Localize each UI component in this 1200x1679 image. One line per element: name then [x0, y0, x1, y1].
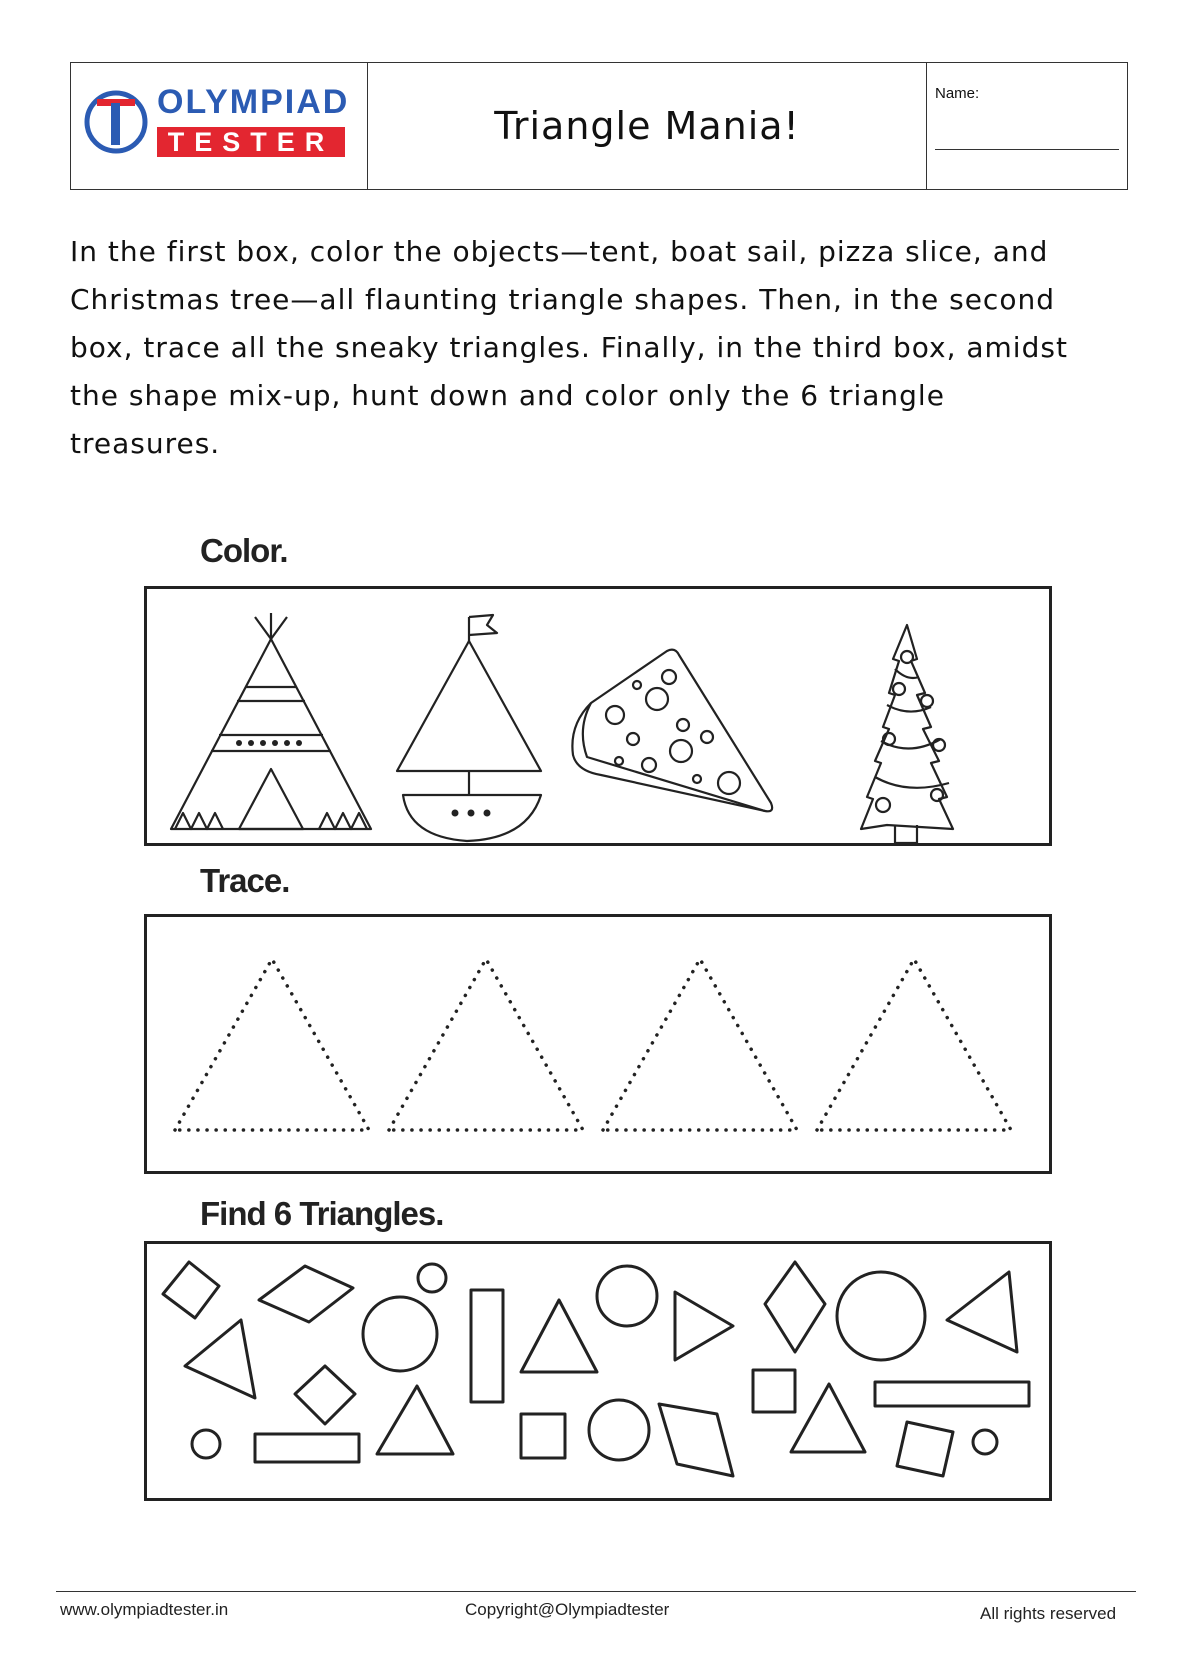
- square-shape[interactable]: [897, 1422, 953, 1476]
- circle-shape[interactable]: [589, 1400, 649, 1460]
- rhombus-shape[interactable]: [163, 1262, 219, 1318]
- trace-section-title: Trace.: [200, 862, 290, 899]
- circle-shape[interactable]: [192, 1430, 220, 1458]
- rectangle-shape[interactable]: [875, 1382, 1029, 1406]
- title-cell: [368, 63, 927, 189]
- triangle-shape[interactable]: [947, 1272, 1017, 1352]
- name-cell: [927, 63, 1127, 189]
- diamond-shape[interactable]: [295, 1366, 355, 1424]
- tent-drawing[interactable]: [171, 613, 371, 829]
- triangle-shape[interactable]: [675, 1292, 733, 1360]
- pizza-slice-drawing[interactable]: [572, 650, 772, 812]
- worksheet-header: [70, 62, 1128, 190]
- find-section-title: Find 6 Triangles.: [200, 1195, 444, 1232]
- circle-shape[interactable]: [973, 1430, 997, 1454]
- trace-triangle-3[interactable]: [603, 959, 797, 1130]
- triangle-shape[interactable]: [185, 1320, 255, 1398]
- trace-triangle-1[interactable]: [175, 959, 369, 1130]
- color-section-title: Color.: [200, 532, 288, 569]
- color-box: [144, 586, 1052, 846]
- circle-shape[interactable]: [597, 1266, 657, 1326]
- logo-t-icon: [83, 89, 149, 155]
- logo: [71, 63, 368, 189]
- name-label: Name:: [935, 85, 980, 102]
- circle-shape[interactable]: [363, 1297, 437, 1371]
- trace-box: [144, 914, 1052, 1174]
- footer-rights: All rights reserved: [980, 1604, 1117, 1623]
- square-shape[interactable]: [753, 1370, 795, 1412]
- logo-word-olympiad: OLYMPIAD: [157, 83, 350, 121]
- footer-divider: [56, 1591, 1136, 1592]
- circle-shape[interactable]: [418, 1264, 446, 1292]
- logo-word-tester: TESTER: [157, 127, 345, 157]
- rectangle-shape[interactable]: [471, 1290, 503, 1402]
- rhombus-shape[interactable]: [659, 1404, 733, 1476]
- footer-website[interactable]: www.olympiadtester.in: [60, 1600, 229, 1619]
- diamond-shape[interactable]: [765, 1262, 825, 1352]
- square-shape[interactable]: [521, 1414, 565, 1458]
- worksheet-title: Triangle Mania!: [494, 104, 800, 148]
- name-write-line[interactable]: [935, 149, 1119, 150]
- triangle-shape[interactable]: [791, 1384, 865, 1452]
- triangle-shape[interactable]: [377, 1386, 453, 1454]
- diamond-shape[interactable]: [259, 1266, 353, 1322]
- instructions-text: In the first box, color the objects—tent, boat sail, pizza slice, and Christmas tree—all flaunting triangle shapes. Then, in the second box, trace all the sneaky triangles. Finally, in the third box, amidst the shape mix-up, hunt down and color only the 6 triangle treasures.: [70, 235, 1068, 460]
- find-box: [144, 1241, 1052, 1501]
- boat-drawing[interactable]: [397, 615, 541, 841]
- circle-shape[interactable]: [837, 1272, 925, 1360]
- triangle-shape[interactable]: [521, 1300, 597, 1372]
- trace-triangle-4[interactable]: [817, 959, 1011, 1130]
- christmas-tree-drawing[interactable]: [861, 625, 953, 843]
- footer-copyright: Copyright@Olympiadtester: [465, 1600, 670, 1619]
- rectangle-shape[interactable]: [255, 1434, 359, 1462]
- trace-triangle-2[interactable]: [389, 959, 583, 1130]
